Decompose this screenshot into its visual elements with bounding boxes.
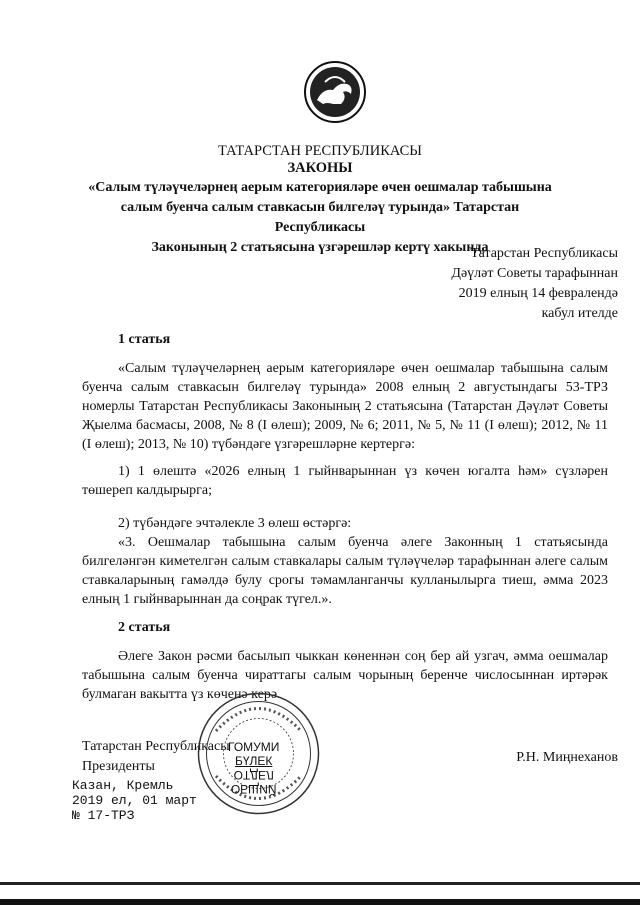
header-republic: ТАТАРСТАН РЕСПУБЛИКАСЫ	[218, 143, 422, 159]
stamp-line: ОБЩИЙ	[230, 782, 277, 796]
signature-title-line: Татарстан Республикасы	[82, 739, 230, 754]
article1-heading: 1 статья	[118, 332, 171, 347]
signatory-name: Р.Н. Миңнеханов	[516, 750, 618, 765]
date-line: 2019 ел, 01 март	[72, 793, 197, 808]
stamp-text	[228, 740, 279, 796]
adoption-block	[378, 244, 618, 324]
adoption-line: 2019 елның 14 февралендә	[458, 286, 618, 301]
coat-of-arms-emblem-icon	[303, 60, 367, 124]
article1-quote: «3. Оешмалар табышына салым буенча әлеге Законның 1 статьясында билгеләнгән киметелгән салым ставкалары салым түләүчеләр тарафыннан әлеге салым ставкаларының гамәлдә булу срогы тәмамланганчы кулланылырга тиеш, әмма 2023 елның 1 гыйнварыннан да соңрак түгел.».	[82, 535, 608, 607]
stamp-line: БҮЛЕК	[234, 754, 273, 768]
header-law: ЗАКОНЫ	[287, 160, 353, 176]
signature-title-line: Президенты	[82, 759, 155, 774]
title-line: «Салым түләүчеләрнең аерым категорияләре өчен оешмалар табышына	[88, 180, 552, 195]
adoption-line: Татарстан Республикасы	[470, 246, 618, 261]
adoption-line: кабул ителде	[541, 306, 618, 321]
stamp-line: ГОМУМИ	[228, 740, 280, 754]
place-date-block	[72, 778, 197, 823]
title-line: Законының 2 статьясына үзгәрешләр кертү хакында	[151, 240, 489, 255]
place-line: Казан, Кремль	[72, 778, 174, 793]
article1-item2: 2) түбәндәге эчтәлекле 3 өлеш өстәргә:	[118, 516, 352, 531]
article1-item1: 1) 1 өлештә «2026 елның 1 гыйнварыннан үз көчен югалта һәм» сүзләрен төшереп калдырырга;	[82, 464, 608, 498]
article1-intro: «Салым түләүчеләрнең аерым категорияләре өчен оешмалар табышына салым буенча салым ставкасын билгеләү турында» 2008 елның 2 августындагы 53-ТРЗ номерлы Татарстан Республикасы Законының 2 статьясына (Татарстан Дәүләт Советы Җыелма басмасы, 2008, № 8 (I өлеш); 2009, № 6; 2011, № 5, № 11 (I өлеш); 2012, № 11 (I өлеш); 2013, № 10) түбәндәге үзгәрешләрне кертергә:	[82, 361, 608, 452]
adoption-line: Дәүләт Советы тарафыннан	[451, 266, 618, 281]
article2-heading: 2 статья	[118, 620, 171, 635]
bottom-rule	[0, 882, 640, 885]
scan-edge	[0, 899, 640, 905]
article2-text: Әлеге Закон рәсми басылып чыккан көненнән соң бер ай узгач, әмма оешмалар табышына салым буенча чираттагы салым чорының беренче числосыннан иртәрәк булмаган вакытта үз көченә керә.	[82, 649, 608, 702]
number-line: № 17-ТРЗ	[72, 808, 135, 823]
title-line: салым буенча салым ставкасын билгеләү турында» Татарстан Республикасы	[120, 200, 520, 235]
stamp-line: ОТДЕЛ	[233, 768, 274, 782]
